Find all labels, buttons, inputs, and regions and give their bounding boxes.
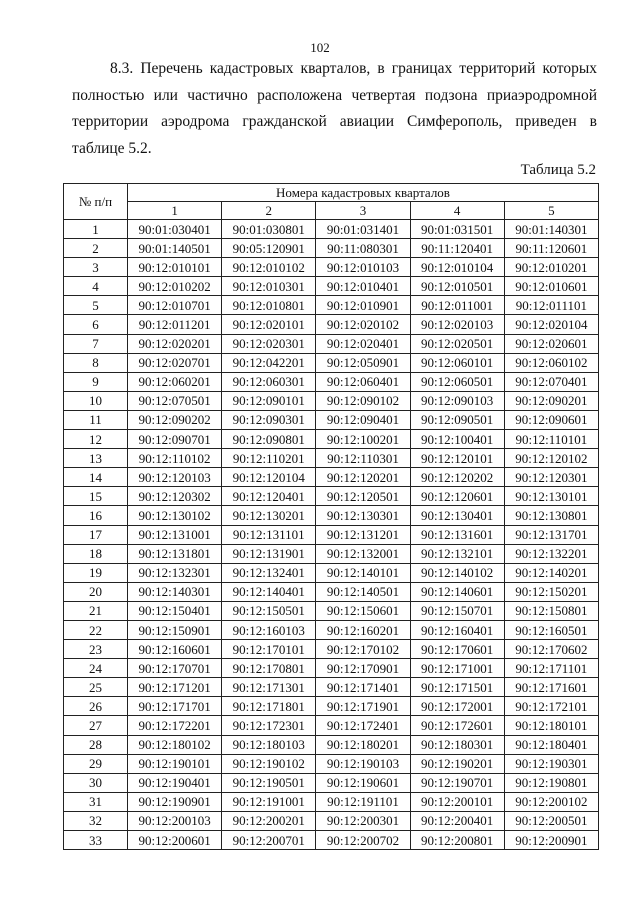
cadastral-number-cell: 90:12:090101 — [222, 391, 316, 410]
row-number-cell: 31 — [64, 792, 128, 811]
cadastral-quarters-table — [63, 183, 599, 850]
row-number-cell: 24 — [64, 659, 128, 678]
table-row — [64, 544, 599, 563]
cadastral-number-cell: 90:12:171401 — [316, 678, 410, 697]
table-row — [64, 831, 599, 850]
cadastral-number-cell: 90:12:172401 — [316, 716, 410, 735]
table-row — [64, 716, 599, 735]
cadastral-number-cell: 90:12:160501 — [504, 620, 598, 639]
row-number-cell: 21 — [64, 601, 128, 620]
row-number-cell: 29 — [64, 754, 128, 773]
cadastral-number-cell: 90:12:010201 — [504, 258, 598, 277]
cadastral-number-cell: 90:12:100201 — [316, 430, 410, 449]
cadastral-number-cell: 90:01:030801 — [222, 220, 316, 239]
table-body — [64, 220, 599, 850]
cadastral-number-cell: 90:12:160103 — [222, 620, 316, 639]
cadastral-number-cell: 90:12:060102 — [504, 353, 598, 372]
cadastral-number-cell: 90:12:090103 — [410, 391, 504, 410]
cadastral-number-cell: 90:12:150601 — [316, 601, 410, 620]
cadastral-number-cell: 90:12:171301 — [222, 678, 316, 697]
cadastral-number-cell: 90:12:172101 — [504, 697, 598, 716]
cadastral-number-cell: 90:12:170602 — [504, 640, 598, 659]
cadastral-number-cell: 90:12:131901 — [222, 544, 316, 563]
cadastral-number-cell: 90:12:171801 — [222, 697, 316, 716]
cadastral-number-cell: 90:12:200702 — [316, 831, 410, 850]
table-row — [64, 754, 599, 773]
cadastral-number-cell: 90:12:172201 — [128, 716, 222, 735]
table-row — [64, 239, 599, 258]
cadastral-number-cell: 90:12:140601 — [410, 582, 504, 601]
cadastral-number-cell: 90:12:090201 — [504, 391, 598, 410]
row-number-cell: 33 — [64, 831, 128, 850]
cadastral-number-cell: 90:12:020701 — [128, 353, 222, 372]
cadastral-number-cell: 90:12:130102 — [128, 506, 222, 525]
cadastral-number-cell: 90:12:170101 — [222, 640, 316, 659]
cadastral-number-cell: 90:12:132401 — [222, 563, 316, 582]
row-number-cell: 32 — [64, 811, 128, 830]
cadastral-number-cell: 90:12:200901 — [504, 831, 598, 850]
cadastral-number-cell: 90:12:010601 — [504, 277, 598, 296]
cadastral-number-cell: 90:12:191101 — [316, 792, 410, 811]
table-row — [64, 220, 599, 239]
table-row — [64, 391, 599, 410]
cadastral-number-cell: 90:12:010701 — [128, 296, 222, 315]
table-row — [64, 334, 599, 353]
cadastral-number-cell: 90:12:150801 — [504, 601, 598, 620]
cadastral-number-cell: 90:12:020201 — [128, 334, 222, 353]
table-row — [64, 296, 599, 315]
cadastral-number-cell: 90:12:020401 — [316, 334, 410, 353]
cadastral-number-cell: 90:12:200501 — [504, 811, 598, 830]
cadastral-number-cell: 90:12:132201 — [504, 544, 598, 563]
cadastral-number-cell: 90:12:131701 — [504, 525, 598, 544]
cadastral-number-cell: 90:12:200701 — [222, 831, 316, 850]
cadastral-number-cell: 90:12:170801 — [222, 659, 316, 678]
cadastral-number-cell: 90:12:020101 — [222, 315, 316, 334]
table-row — [64, 582, 599, 601]
table-row — [64, 353, 599, 372]
cadastral-number-cell: 90:12:180401 — [504, 735, 598, 754]
cadastral-number-cell: 90:12:120202 — [410, 468, 504, 487]
cadastral-number-cell: 90:12:120103 — [128, 468, 222, 487]
table-row — [64, 506, 599, 525]
cadastral-number-cell: 90:12:010104 — [410, 258, 504, 277]
row-number-cell: 20 — [64, 582, 128, 601]
row-number-cell: 28 — [64, 735, 128, 754]
cadastral-number-cell: 90:12:130101 — [504, 487, 598, 506]
cadastral-number-cell: 90:12:191001 — [222, 792, 316, 811]
cadastral-number-cell: 90:12:160201 — [316, 620, 410, 639]
cadastral-number-cell: 90:12:171901 — [316, 697, 410, 716]
row-number-cell: 3 — [64, 258, 128, 277]
cadastral-number-cell: 90:12:200401 — [410, 811, 504, 830]
cadastral-number-cell: 90:12:200103 — [128, 811, 222, 830]
cadastral-number-cell: 90:12:140101 — [316, 563, 410, 582]
row-number-cell: 23 — [64, 640, 128, 659]
cadastral-number-cell: 90:12:190301 — [504, 754, 598, 773]
row-number-cell: 27 — [64, 716, 128, 735]
cadastral-number-cell: 90:12:020104 — [504, 315, 598, 334]
cadastral-number-cell: 90:12:010501 — [410, 277, 504, 296]
column-header: 3 — [316, 202, 410, 220]
column-header: 4 — [410, 202, 504, 220]
row-number-cell: 13 — [64, 449, 128, 468]
cadastral-number-cell: 90:12:150401 — [128, 601, 222, 620]
table-row — [64, 468, 599, 487]
cadastral-number-cell: 90:12:190701 — [410, 773, 504, 792]
cadastral-number-cell: 90:12:010103 — [316, 258, 410, 277]
row-number-cell: 25 — [64, 678, 128, 697]
cadastral-number-cell: 90:11:120601 — [504, 239, 598, 258]
table-row — [64, 487, 599, 506]
cadastral-number-cell: 90:12:120302 — [128, 487, 222, 506]
cadastral-number-cell: 90:12:190101 — [128, 754, 222, 773]
cadastral-number-cell: 90:12:010901 — [316, 296, 410, 315]
row-number-cell: 12 — [64, 430, 128, 449]
cadastral-number-cell: 90:12:060401 — [316, 372, 410, 391]
cadastral-number-cell: 90:12:171001 — [410, 659, 504, 678]
table-row — [64, 640, 599, 659]
cadastral-number-cell: 90:12:060201 — [128, 372, 222, 391]
table-row — [64, 449, 599, 468]
cadastral-number-cell: 90:12:100401 — [410, 430, 504, 449]
row-number-header: № п/п — [64, 184, 128, 220]
cadastral-number-cell: 90:12:011201 — [128, 315, 222, 334]
cadastral-number-cell: 90:12:131001 — [128, 525, 222, 544]
cadastral-number-cell: 90:12:050901 — [316, 353, 410, 372]
cadastral-number-cell: 90:12:020102 — [316, 315, 410, 334]
cadastral-number-cell: 90:12:010401 — [316, 277, 410, 296]
page-number: 102 — [310, 40, 330, 55]
column-header: 5 — [504, 202, 598, 220]
cadastral-number-cell: 90:01:031401 — [316, 220, 410, 239]
table-row — [64, 258, 599, 277]
cadastral-number-cell: 90:12:120401 — [222, 487, 316, 506]
cadastral-number-cell: 90:12:180201 — [316, 735, 410, 754]
table-row — [64, 525, 599, 544]
row-number-cell: 10 — [64, 391, 128, 410]
cadastral-number-cell: 90:12:131801 — [128, 544, 222, 563]
cadastral-number-cell: 90:12:010801 — [222, 296, 316, 315]
cadastral-number-cell: 90:12:200601 — [128, 831, 222, 850]
cadastral-number-cell: 90:12:120601 — [410, 487, 504, 506]
cadastral-number-cell: 90:05:120901 — [222, 239, 316, 258]
cadastral-number-cell: 90:12:131601 — [410, 525, 504, 544]
column-header: 1 — [128, 202, 222, 220]
cadastral-number-cell: 90:01:140301 — [504, 220, 598, 239]
cadastral-number-cell: 90:12:150201 — [504, 582, 598, 601]
cadastral-number-cell: 90:12:140401 — [222, 582, 316, 601]
row-number-cell: 15 — [64, 487, 128, 506]
row-number-cell: 11 — [64, 410, 128, 429]
cadastral-number-cell: 90:12:120101 — [410, 449, 504, 468]
cadastral-number-cell: 90:12:110101 — [504, 430, 598, 449]
cadastral-number-cell: 90:12:180101 — [504, 716, 598, 735]
cadastral-number-cell: 90:12:130401 — [410, 506, 504, 525]
table-row — [64, 792, 599, 811]
cadastral-number-cell: 90:12:180102 — [128, 735, 222, 754]
cadastral-number-cell: 90:01:030401 — [128, 220, 222, 239]
cadastral-number-cell: 90:12:010101 — [128, 258, 222, 277]
cadastral-number-cell: 90:12:190102 — [222, 754, 316, 773]
table-row — [64, 697, 599, 716]
cadastral-number-cell: 90:12:180301 — [410, 735, 504, 754]
cadastral-number-cell: 90:12:011101 — [504, 296, 598, 315]
table-row — [64, 678, 599, 697]
intro-text: 8.3. Перечень кадастровых кварталов, в границах территорий которых полностью или частично расположена четвертая подзона приаэродромной территории аэродрома гражданской авиации Симферополь, приведен в таблице 5.2. — [72, 60, 597, 157]
cadastral-number-cell: 90:12:190601 — [316, 773, 410, 792]
table-row — [64, 372, 599, 391]
row-number-cell: 18 — [64, 544, 128, 563]
row-number-cell: 8 — [64, 353, 128, 372]
cadastral-number-cell: 90:12:200301 — [316, 811, 410, 830]
cadastral-number-cell: 90:12:200201 — [222, 811, 316, 830]
cadastral-number-cell: 90:12:180103 — [222, 735, 316, 754]
row-number-cell: 2 — [64, 239, 128, 258]
cadastral-number-cell: 90:12:140301 — [128, 582, 222, 601]
cadastral-number-cell: 90:12:090501 — [410, 410, 504, 429]
table-row — [64, 773, 599, 792]
row-number-cell: 9 — [64, 372, 128, 391]
cadastral-number-cell: 90:12:190401 — [128, 773, 222, 792]
cadastral-number-cell: 90:12:131101 — [222, 525, 316, 544]
cadastral-number-cell: 90:12:172001 — [410, 697, 504, 716]
column-header: 2 — [222, 202, 316, 220]
cadastral-number-cell: 90:12:090202 — [128, 410, 222, 429]
row-number-cell: 16 — [64, 506, 128, 525]
cadastral-number-cell: 90:12:190501 — [222, 773, 316, 792]
row-number-cell: 1 — [64, 220, 128, 239]
cadastral-number-cell: 90:12:090701 — [128, 430, 222, 449]
cadastral-number-cell: 90:12:130801 — [504, 506, 598, 525]
cadastral-number-cell: 90:12:172601 — [410, 716, 504, 735]
cadastral-number-cell: 90:12:131201 — [316, 525, 410, 544]
cadastral-number-cell: 90:12:170901 — [316, 659, 410, 678]
cadastral-number-cell: 90:12:120301 — [504, 468, 598, 487]
cadastral-number-cell: 90:12:171201 — [128, 678, 222, 697]
cadastral-number-cell: 90:12:020301 — [222, 334, 316, 353]
cadastral-number-cell: 90:12:140102 — [410, 563, 504, 582]
cadastral-number-cell: 90:12:070401 — [504, 372, 598, 391]
cadastral-number-cell: 90:12:190103 — [316, 754, 410, 773]
cadastral-number-cell: 90:12:110201 — [222, 449, 316, 468]
cadastral-number-cell: 90:12:010102 — [222, 258, 316, 277]
cadastral-number-cell: 90:12:090801 — [222, 430, 316, 449]
cadastral-number-cell: 90:12:150501 — [222, 601, 316, 620]
cadastral-number-cell: 90:12:171701 — [128, 697, 222, 716]
cadastral-number-cell: 90:12:010202 — [128, 277, 222, 296]
cadastral-number-cell: 90:12:070501 — [128, 391, 222, 410]
table-row — [64, 620, 599, 639]
table-row — [64, 430, 599, 449]
cadastral-number-cell: 90:12:130201 — [222, 506, 316, 525]
cadastral-number-cell: 90:12:132301 — [128, 563, 222, 582]
cadastral-number-cell: 90:01:140501 — [128, 239, 222, 258]
row-number-cell: 26 — [64, 697, 128, 716]
cadastral-number-cell: 90:12:130301 — [316, 506, 410, 525]
cadastral-number-cell: 90:11:080301 — [316, 239, 410, 258]
table-row — [64, 410, 599, 429]
row-number-cell: 30 — [64, 773, 128, 792]
cadastral-number-cell: 90:12:110301 — [316, 449, 410, 468]
cadastral-number-cell: 90:12:120102 — [504, 449, 598, 468]
cadastral-number-cell: 90:12:170601 — [410, 640, 504, 659]
cadastral-number-cell: 90:12:160401 — [410, 620, 504, 639]
table-row — [64, 735, 599, 754]
cadastral-number-cell: 90:12:020501 — [410, 334, 504, 353]
table-caption: Таблица 5.2 — [520, 162, 596, 178]
cadastral-number-cell: 90:12:200102 — [504, 792, 598, 811]
cadastral-number-cell: 90:12:060501 — [410, 372, 504, 391]
cadastral-number-cell: 90:12:020103 — [410, 315, 504, 334]
cadastral-number-cell: 90:12:132101 — [410, 544, 504, 563]
cadastral-number-cell: 90:12:160601 — [128, 640, 222, 659]
cadastral-number-cell: 90:12:150701 — [410, 601, 504, 620]
cadastral-number-cell: 90:12:090401 — [316, 410, 410, 429]
row-number-cell: 14 — [64, 468, 128, 487]
cadastral-number-cell: 90:12:171501 — [410, 678, 504, 697]
cadastral-number-cell: 90:12:200101 — [410, 792, 504, 811]
table-row — [64, 659, 599, 678]
cadastral-number-cell: 90:12:170102 — [316, 640, 410, 659]
cadastral-number-cell: 90:12:170701 — [128, 659, 222, 678]
cadastral-number-cell: 90:12:190201 — [410, 754, 504, 773]
table-row — [64, 601, 599, 620]
table-row — [64, 315, 599, 334]
cadastral-number-cell: 90:12:171101 — [504, 659, 598, 678]
cadastral-number-cell: 90:12:090601 — [504, 410, 598, 429]
cadastral-number-cell: 90:12:150901 — [128, 620, 222, 639]
cadastral-number-cell: 90:12:090102 — [316, 391, 410, 410]
row-number-cell: 7 — [64, 334, 128, 353]
cadastral-number-cell: 90:01:031501 — [410, 220, 504, 239]
cadastral-number-cell: 90:12:171601 — [504, 678, 598, 697]
cadastral-number-cell: 90:12:140501 — [316, 582, 410, 601]
cadastral-numbers-header: Номера кадастровых кварталов — [128, 184, 599, 202]
table-row — [64, 277, 599, 296]
row-number-cell: 17 — [64, 525, 128, 544]
cadastral-number-cell: 90:12:120201 — [316, 468, 410, 487]
cadastral-number-cell: 90:12:190901 — [128, 792, 222, 811]
cadastral-number-cell: 90:12:011001 — [410, 296, 504, 315]
cadastral-number-cell: 90:12:060101 — [410, 353, 504, 372]
row-number-cell: 5 — [64, 296, 128, 315]
cadastral-number-cell: 90:12:172301 — [222, 716, 316, 735]
cadastral-number-cell: 90:11:120401 — [410, 239, 504, 258]
row-number-cell: 22 — [64, 620, 128, 639]
cadastral-number-cell: 90:12:060301 — [222, 372, 316, 391]
cadastral-number-cell: 90:12:140201 — [504, 563, 598, 582]
cadastral-number-cell: 90:12:120104 — [222, 468, 316, 487]
cadastral-number-cell: 90:12:020601 — [504, 334, 598, 353]
cadastral-number-cell: 90:12:010301 — [222, 277, 316, 296]
cadastral-number-cell: 90:12:200801 — [410, 831, 504, 850]
cadastral-number-cell: 90:12:090301 — [222, 410, 316, 429]
table-row — [64, 563, 599, 582]
cadastral-number-cell: 90:12:120501 — [316, 487, 410, 506]
cadastral-number-cell: 90:12:110102 — [128, 449, 222, 468]
row-number-cell: 6 — [64, 315, 128, 334]
cadastral-number-cell: 90:12:042201 — [222, 353, 316, 372]
row-number-cell: 19 — [64, 563, 128, 582]
table-row — [64, 811, 599, 830]
row-number-cell: 4 — [64, 277, 128, 296]
intro-paragraph — [72, 56, 597, 162]
cadastral-number-cell: 90:12:190801 — [504, 773, 598, 792]
cadastral-number-cell: 90:12:132001 — [316, 544, 410, 563]
